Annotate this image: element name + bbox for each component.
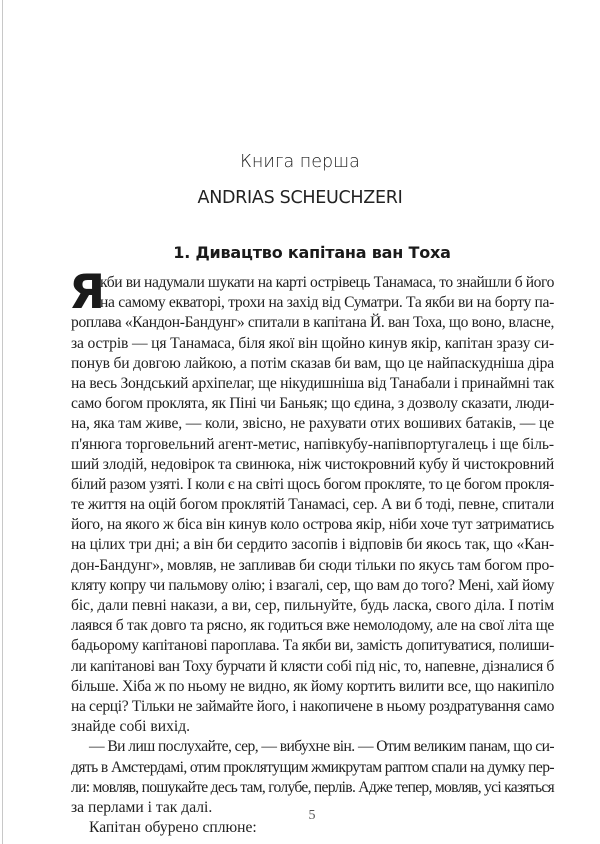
text-line: білий разом узяті. І коли є на світі щось богом прокляте, то це богом прокля-	[71, 475, 554, 493]
text-line: на серці? Тільки не займайте його, і накопичене в ньому роздратування само	[71, 697, 554, 715]
text-line: Капітан обурено сплюне:	[89, 819, 257, 837]
paragraph-2	[71, 737, 554, 818]
page-edge-line	[2, 0, 3, 844]
text-line: біс, дали певні накази, а ви, сер, пильнуйте, будь ласка, свого діла. І потім	[71, 597, 554, 614]
text-line: дон-Бандунг», мовляв, не запливав би сюди тільки по якусь там богом про-	[71, 556, 554, 574]
chapter-title: 1. Дивацтво капітана ван Тоха	[173, 243, 451, 262]
drop-cap: Я	[69, 265, 106, 320]
text-line: кби ви надумали шукати на карті острівець Танамаса, то знайшли б його	[100, 274, 554, 291]
text-line: на, яка там живе, — коли, звісно, не рахувати отих вошивих батаків, — це	[71, 415, 554, 433]
text-line: ший злодій, недовірок та свинюка, ніж чистокровний кубу й чистокровний	[71, 455, 554, 473]
text-line: бадьорому капітанові пароплава. Та якби ви, замість допитуватися, полиши-	[71, 637, 554, 655]
text-line: за острів — ця Танамаса, біля якої він щойно кинув якір, капітан зразу си-	[71, 334, 554, 352]
body-text	[69, 265, 555, 838]
text-line: за перлами і так далі.	[71, 798, 213, 816]
part-title: ANDRIAS SCHEUCHZERI	[197, 188, 403, 208]
text-line: більше. Хіба ж по ньому не видно, як йому кортить вилити все, що накипіло	[71, 677, 554, 695]
text-line: роплава «Кандон-Бандунг» спитали в капітана Й. ван Тоха, що воно, власне,	[71, 314, 554, 332]
text-line: знайде собі вихід.	[71, 718, 191, 736]
text-line: ли капітанові ван Тоху бурчати й клясти собі під ніс, то, напевне, дізналися б	[71, 657, 554, 675]
book-title: Книга перша	[240, 152, 360, 172]
text-line: на весь Зондський архіпелаг, ще нікудишніша від Танабали і принаймні так	[71, 374, 554, 392]
text-line: лаявся б так довго та рясно, як годиться вже немолодому, але на свої літа ще	[71, 617, 554, 635]
text-line: п'янюга торговельний агент-метис, напівкубу-напівпортугалець і ще біль-	[71, 435, 554, 453]
text-line: ли: мовляв, пошукайте десь там, голубе, перлів. Адже тепер, мовляв, усі казяться	[71, 778, 554, 796]
text-line: понув би довгою лайкою, а потім сказав би вам, що це найпаскудніша діра	[71, 354, 554, 372]
text-line: на цілих три дні; а він би сердито засопів і відповів би якось так, що «Кан-	[71, 536, 554, 554]
text-line: дять в Амстердамі, отим проклятущим жмикрутам раптом спали на думку пер-	[71, 758, 554, 776]
text-line: кляту копру чи пальмову олію; і взагалі, сер, що вам до того? Мені, хай йому	[71, 576, 554, 594]
text-line: само богом проклята, як Піні чи Баньяк; що єдина, з дозволу сказати, люди-	[71, 395, 554, 413]
page-number: 5	[308, 808, 316, 823]
text-line: — Ви лиш послухайте, сер, — вибухне він. — Отим великим панам, що си-	[89, 738, 554, 756]
paragraph-1	[69, 265, 555, 737]
text-line: його, на якого ж біса він кинув коло острова якір, ніби хоче тут затриматись	[71, 516, 555, 534]
text-line: те життя на оцій богом проклятій Танамасі, сер. А ви б тоді, певне, спитали	[71, 496, 554, 514]
text-line: на самому екваторі, трохи на захід від Суматри. Та якби ви на борту па-	[100, 294, 554, 312]
